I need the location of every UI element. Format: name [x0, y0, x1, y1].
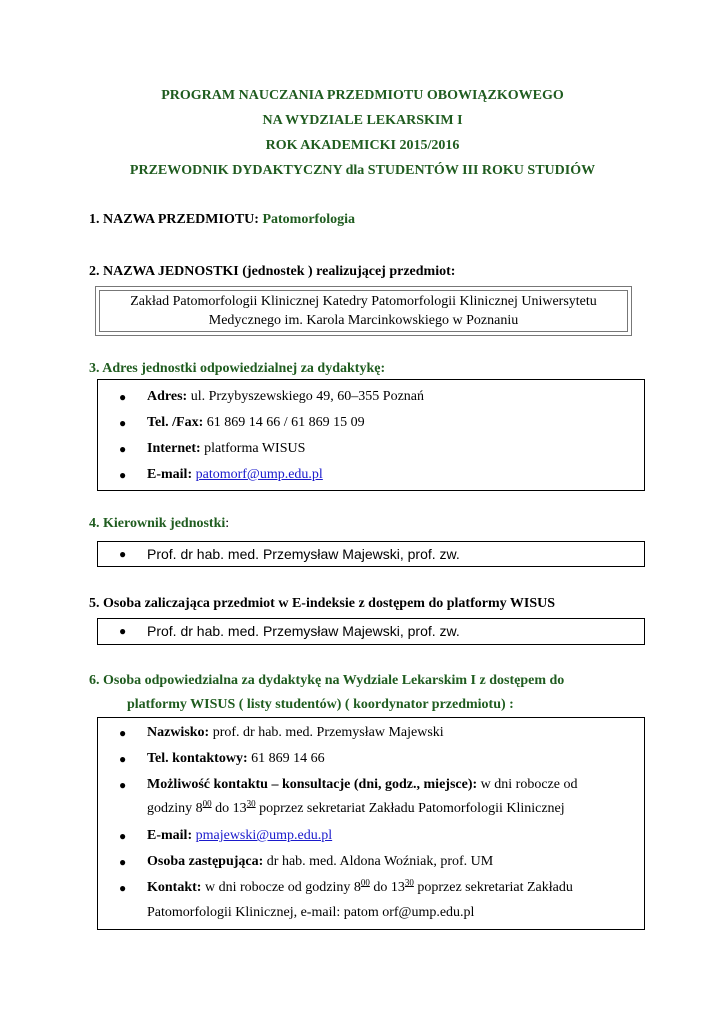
bullet-icon: ●	[119, 881, 127, 895]
coordinator-email-link[interactable]: pmajewski@ump.edu.pl	[195, 828, 333, 843]
contact-text-b: do 13	[369, 880, 405, 895]
bullet-icon: ●	[119, 855, 127, 869]
section-4-heading	[89, 516, 229, 532]
coordinator-box	[97, 717, 645, 930]
bullet-icon: ●	[119, 547, 127, 561]
bullet-icon: ●	[119, 390, 127, 404]
internet-key: Internet:	[147, 441, 201, 456]
section-4-colon: :	[225, 516, 230, 531]
internet-value: platforma WISUS	[200, 441, 306, 456]
title-line-4: PRZEWODNIK DYDAKTYCZNY dla STUDENTÓW III ROKU STUDIÓW	[129, 163, 596, 178]
section-6-heading-line-2: platformy WISUS ( listy studentów) ( koordynator przedmiotu) :	[127, 697, 514, 712]
consultation-text-a: godziny 8	[147, 801, 203, 816]
surname-value: prof. dr hab. med. Przemysław Majewski	[209, 725, 444, 740]
deputy-key: Osoba zastępująca:	[147, 854, 264, 869]
title-line-2: NA WYDZIALE LEKARSKIM I	[262, 113, 463, 128]
surname-key: Nazwisko:	[147, 725, 210, 740]
bullet-icon: ●	[119, 829, 127, 843]
title-line-3: ROK AKADEMICKI 2015/2016	[265, 138, 460, 153]
bullet-icon: ●	[119, 726, 127, 740]
section-1-label: 1. NAZWA PRZEDMIOTU:	[89, 212, 263, 227]
section-5-heading: 5. Osoba zaliczająca przedmiot w E-indeksie z dostępem do platformy WISUS	[89, 596, 555, 611]
coordinator-email-key: E-mail:	[147, 828, 193, 843]
consultation-key: Możliwość kontaktu – konsultacje (dni, godz., miejsce):	[147, 777, 478, 792]
bullet-icon: ●	[119, 416, 127, 430]
contact-text-c: poprzez sekretariat Zakładu	[413, 880, 573, 895]
consultation-value-1: w dni robocze od	[477, 777, 578, 792]
bullet-icon: ●	[119, 778, 127, 792]
bullet-icon: ●	[119, 752, 127, 766]
consultation-text-c: poprzez sekretariat Zakładu Patomorfologii Klinicznej	[255, 801, 565, 816]
contact-hour-1: 00	[360, 877, 370, 888]
contact-phone-value: 61 869 14 66	[247, 751, 325, 766]
unit-name-line-2: Medycznego im. Karola Marcinkowskiego w Poznaniu	[208, 313, 519, 328]
consultation-text-b: do 13	[211, 801, 247, 816]
section-3-heading: 3. Adres jednostki odpowiedzialnej za dydaktykę:	[89, 361, 386, 376]
contact-phone-key: Tel. kontaktowy:	[147, 751, 248, 766]
head-of-unit-name: Prof. dr hab. med. Przemysław Majewski, prof. zw.	[147, 546, 460, 562]
section-2-heading: 2. NAZWA JEDNOSTKI (jednostek ) realizującej przedmiot:	[89, 264, 456, 279]
consultation-hour-1: 00	[202, 798, 212, 809]
phone-value: 61 869 14 66 / 61 869 15 09	[203, 415, 365, 430]
title-line-1: PROGRAM NAUCZANIA PRZEDMIOTU OBOWIĄZKOWEGO	[161, 88, 564, 103]
bullet-icon: ●	[119, 442, 127, 456]
examiner-name: Prof. dr hab. med. Przemysław Majewski, prof. zw.	[147, 623, 460, 639]
address-box	[97, 379, 645, 491]
head-of-unit-box	[97, 541, 645, 567]
address-value: ul. Przybyszewskiego 49, 60–355 Poznań	[187, 389, 424, 404]
deputy-value: dr hab. med. Aldona Woźniak, prof. UM	[263, 854, 494, 869]
bullet-icon: ●	[119, 468, 127, 482]
section-6-heading-line-1: 6. Osoba odpowiedzialna za dydaktykę na Wydziale Lekarskim I z dostępem do	[89, 673, 565, 688]
unit-name-box	[95, 286, 632, 336]
subject-name: Patomorfologia	[262, 212, 355, 227]
unit-email-link[interactable]: patomorf@ump.edu.pl	[195, 467, 323, 482]
consultation-hour-2: 30	[246, 798, 256, 809]
section-1-heading	[89, 212, 355, 228]
contact-hour-2: 30	[404, 877, 414, 888]
bullet-icon: ●	[119, 624, 127, 638]
address-key: Adres:	[147, 389, 188, 404]
email-key: E-mail:	[147, 467, 193, 482]
contact-text-a: w dni robocze od godziny 8	[201, 880, 361, 895]
unit-name-line-1: Zakład Patomorfologii Klinicznej Katedry Patomorfologii Klinicznej Uniwersytetu	[130, 294, 597, 309]
examiner-box	[97, 618, 645, 645]
section-4-label: 4. Kierownik jednostki	[89, 516, 226, 531]
phone-key: Tel. /Fax:	[147, 415, 204, 430]
contact-key: Kontakt:	[147, 880, 202, 895]
contact-text-line-2: Patomorfologii Klinicznej, e-mail: patom orf@ump.edu.pl	[147, 905, 475, 920]
